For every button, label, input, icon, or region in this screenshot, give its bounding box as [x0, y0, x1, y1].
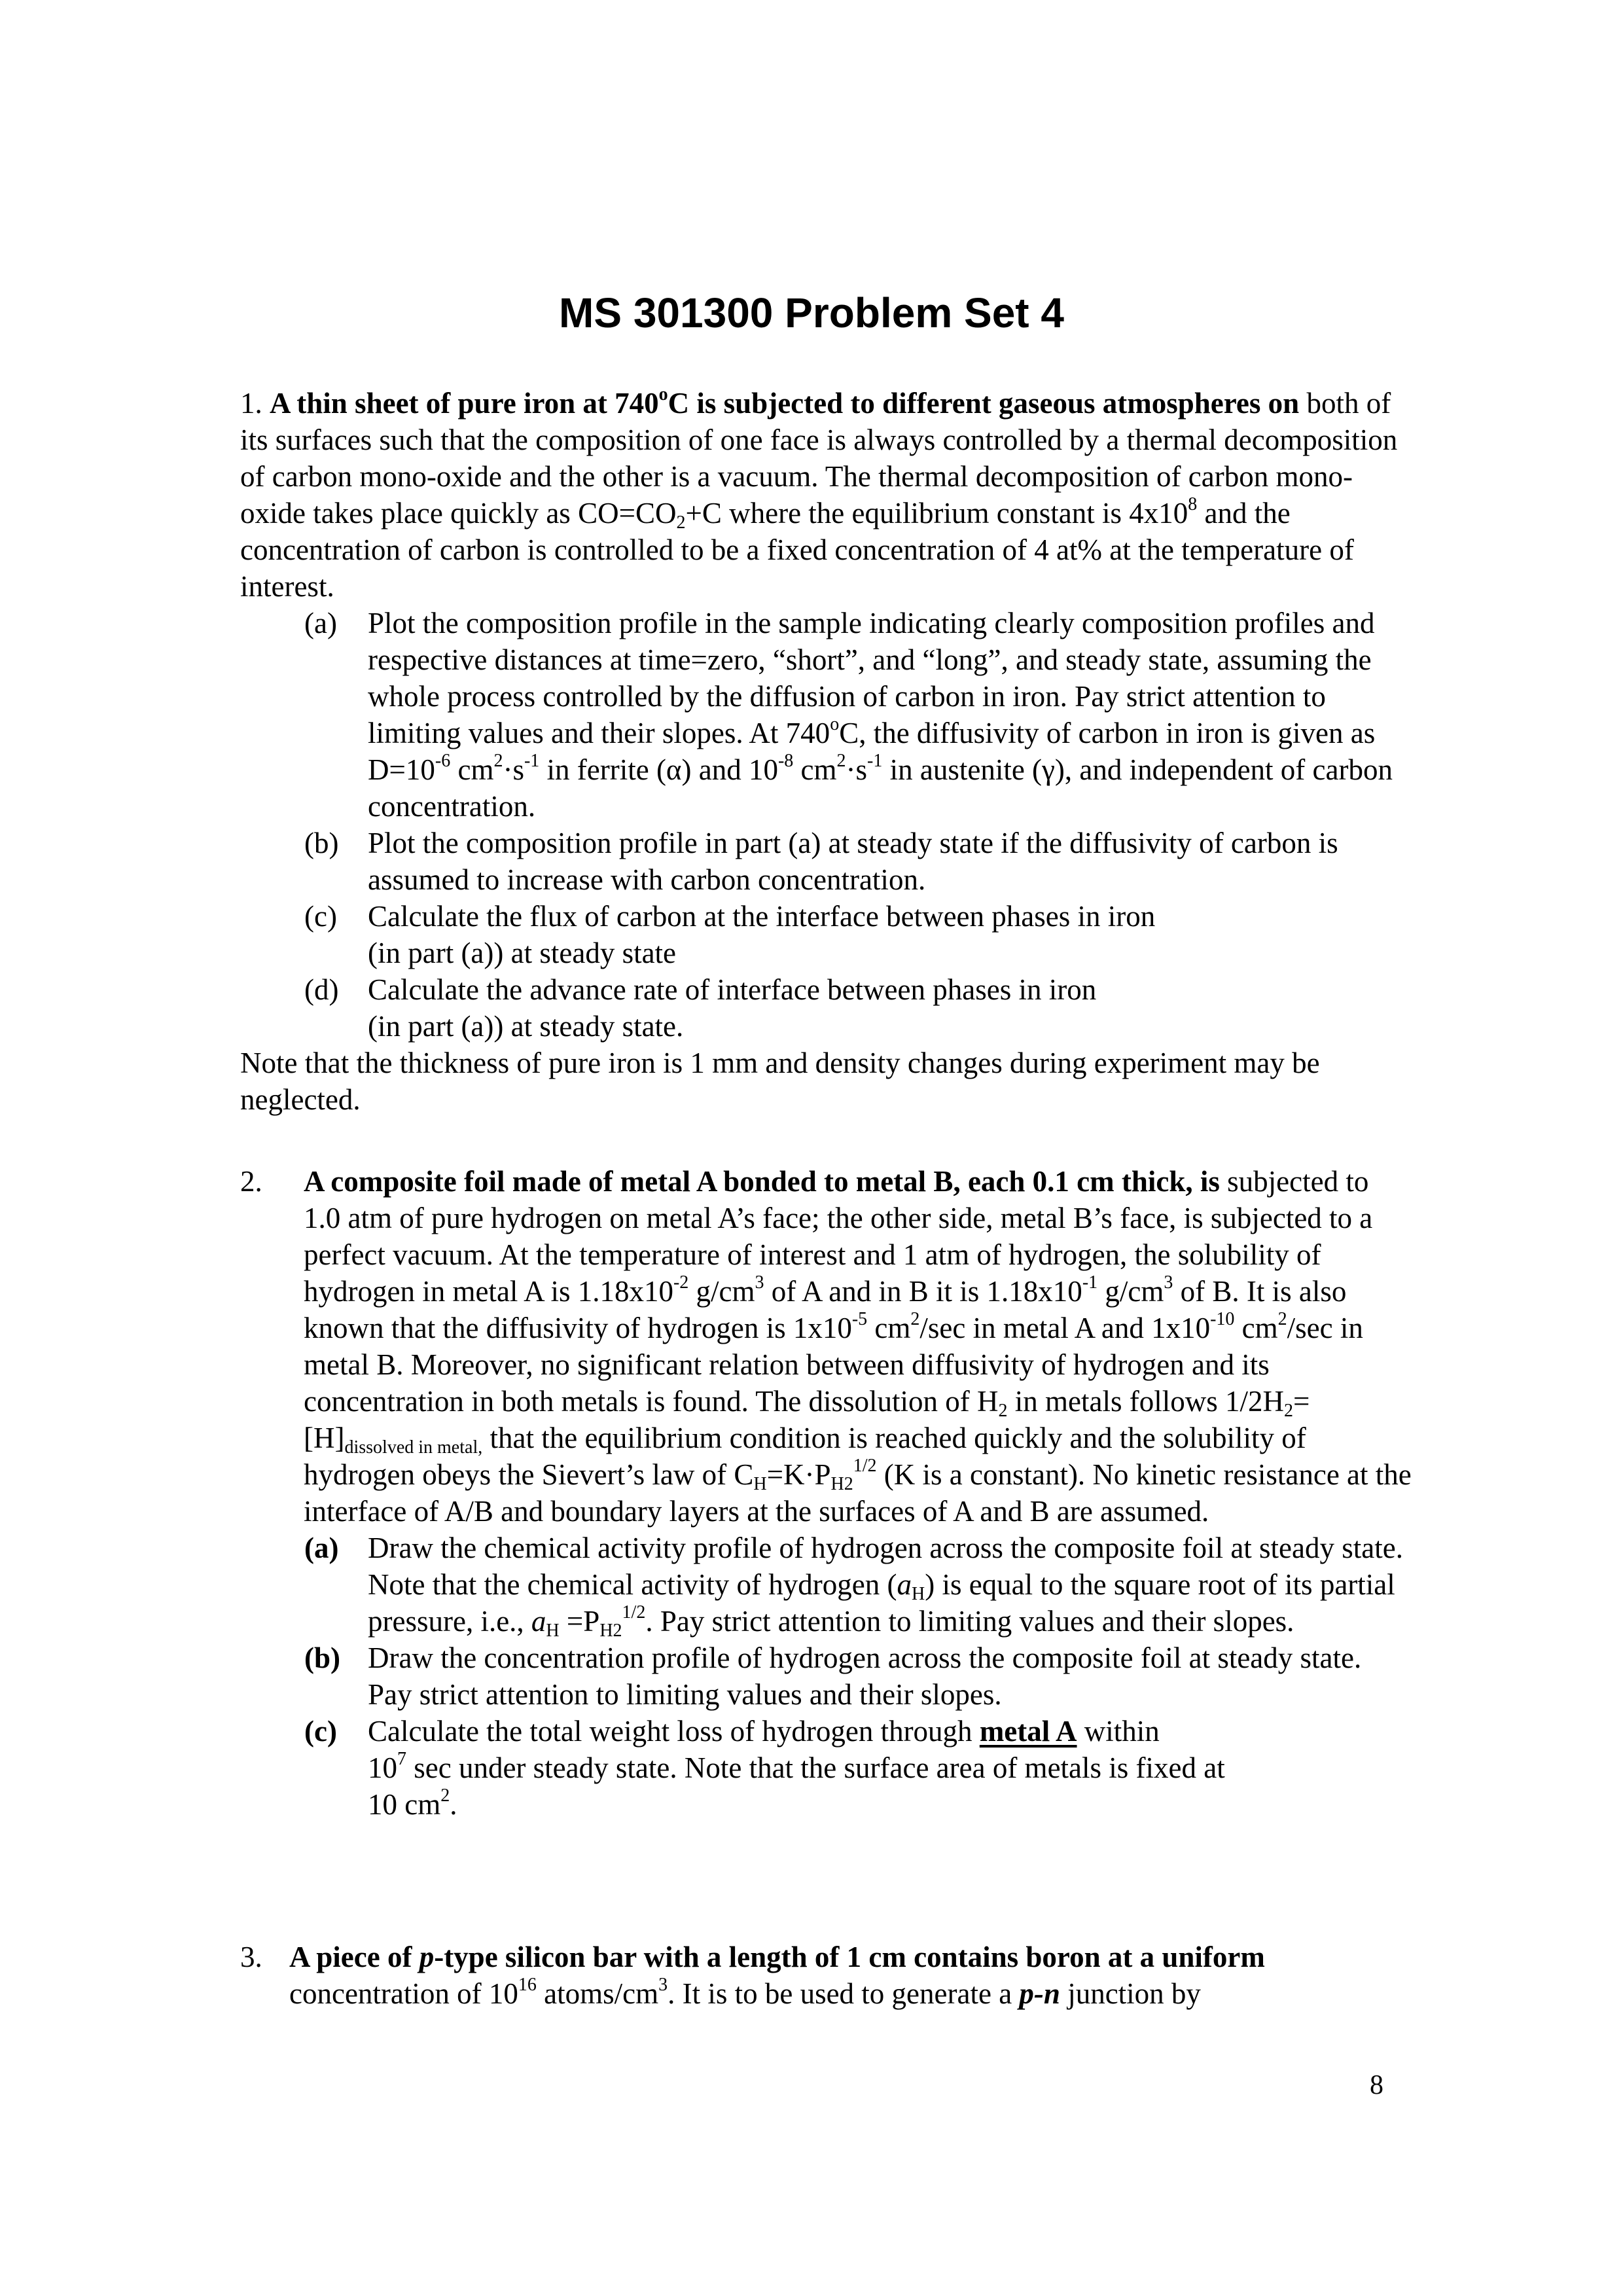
problem-3	[240, 1939, 1412, 2012]
problem-2-part-c: (c) Calculate the total weight loss of hydrogen through metal A within $10^7$ sec under steady state. Note that the surface area of metals is fixed at 10 $cm^2$.	[240, 1713, 1412, 1823]
problem-1-part-c: (c) Calculate the flux of carbon at the interface between phases in iron (in part (a)) at steady state	[240, 898, 1412, 971]
part-label: (d)	[304, 973, 339, 1006]
problem-1-part-a: (a) Plot the composition profile in the sample indicating clearly composition profiles and respective distances at time=zero, “short”, and “long”, and steady state, assuming the whole process controlled by the diffusion of carbon in iron. Pay strict attention to limiting values and their slopes. At 740$^o$C, the diffusivity of carbon in iron is given as $D=10^{-6}$ $cm^2\cdot s^{-1}$ in ferrite (α) and $10^{-8}$ $cm^2\cdot s^{-1}$ in austenite (γ), and independent of carbon concentration.	[240, 605, 1412, 825]
problem-2-part-a: (a) Draw the chemical activity profile of hydrogen across the composite foil at steady state. Note that the chemical activity of hydrogen $(a_H)$ is equal to the square root of its partial pressure, i.e., $a_H =P_{H2}^{1/2}$. Pay strict attention to limiting values and their slopes.	[240, 1530, 1412, 1640]
problem-3-lead: A piece of p-type silicon bar with a length of 1 cm contains boron at a uniform	[289, 1941, 1265, 1973]
problem-1-part-d: (d) Calculate the advance rate of interface between phases in iron (in part (a)) at steady state.	[240, 971, 1412, 1045]
metal-a-emphasis: metal A	[979, 1715, 1077, 1748]
problem-2-number: 2.	[240, 1165, 262, 1198]
page-title: MS 301300 Problem Set 4	[559, 289, 1064, 336]
problem-2-part-b: (b) Draw the concentration profile of hydrogen across the composite foil at steady state. Pay strict attention to limiting values and their slopes.	[240, 1640, 1412, 1713]
problem-1-lead: A thin sheet of pure iron at 740$^o$C is subjected to different gaseous atmospheres on	[270, 384, 1300, 420]
problem-1	[240, 385, 1412, 1118]
part-label: (c)	[304, 900, 337, 933]
problem-1-statement: 1. A thin sheet of pure iron at 740$^o$C is subjected to different gaseous atmospheres on both of its surfaces such that the composition of one face is always controlled by a thermal decomposition of carbon mono-oxide and the other is a vacuum. The thermal decomposition of carbon mono-oxide takes place quickly as $CO=CO_2+C$ where the equilibrium constant is $4x10^8$ and the concentration of carbon is controlled to be a fixed concentration of 4 at% at the temperature of interest.	[240, 384, 1398, 603]
problem-1-number: 1.	[240, 387, 262, 420]
problem-2	[240, 1163, 1412, 1823]
part-label: (b)	[304, 827, 339, 859]
part-label: (a)	[304, 1532, 339, 1564]
problem-2-lead: A composite foil made of metal A bonded to metal B, each 0.1 cm thick, is	[304, 1165, 1220, 1198]
problem-1-part-b: (b) Plot the composition profile in part (a) at steady state if the diffusivity of carbon is assumed to increase with carbon concentration.	[240, 825, 1412, 898]
problem-2-statement: 2. A composite foil made of metal A bonded to metal B, each 0.1 cm thick, is subjected to 1.0 atm of pure hydrogen on metal A’s face; the other side, metal B’s face, is subjected to a perfect vacuum. At the temperature of interest and 1 atm of hydrogen, the solubility of hydrogen in metal A is $1.18x10^{-2}$ $g/cm^3$ of A and in B it is $1.18x10^{-1}$ $g/cm^3$ of B. It is also known that the diffusivity of hydrogen is $1x10^{-5}$ $cm^2/\sec$ in metal A and $1x10^{-10}$ $cm^2/\sec$ in metal B. Moreover, no significant relation between diffusivity of hydrogen and its concentration in both metals is found. The dissolution of $H_2$ in metals follows $1/2H_2= [H]_{dissolved in metal,}$ that the equilibrium condition is reached quickly and the solubility of hydrogen obeys the Sievert’s law of $C_H=K\cdot P_{H2}^{1/2}$ (K is a constant). No kinetic resistance at the interface of A/B and boundary layers at the surfaces of A and B are assumed.	[240, 1163, 1412, 1530]
problem-3-statement: 3. A piece of p-type silicon bar with a length of 1 cm contains boron at a uniform concentration of $10^{16}$ atoms/$cm^3$. It is to be used to generate a p-n junction by	[240, 1939, 1412, 2012]
page-number: 8	[1370, 2070, 1383, 2100]
problem-3-number: 3.	[240, 1941, 262, 1973]
part-label: (a)	[304, 607, 337, 639]
problem-1-note: Note that the thickness of pure iron is 1 mm and density changes during experiment may be neglected.	[240, 1047, 1320, 1116]
part-label: (c)	[304, 1715, 337, 1748]
part-label: (b)	[304, 1641, 340, 1674]
